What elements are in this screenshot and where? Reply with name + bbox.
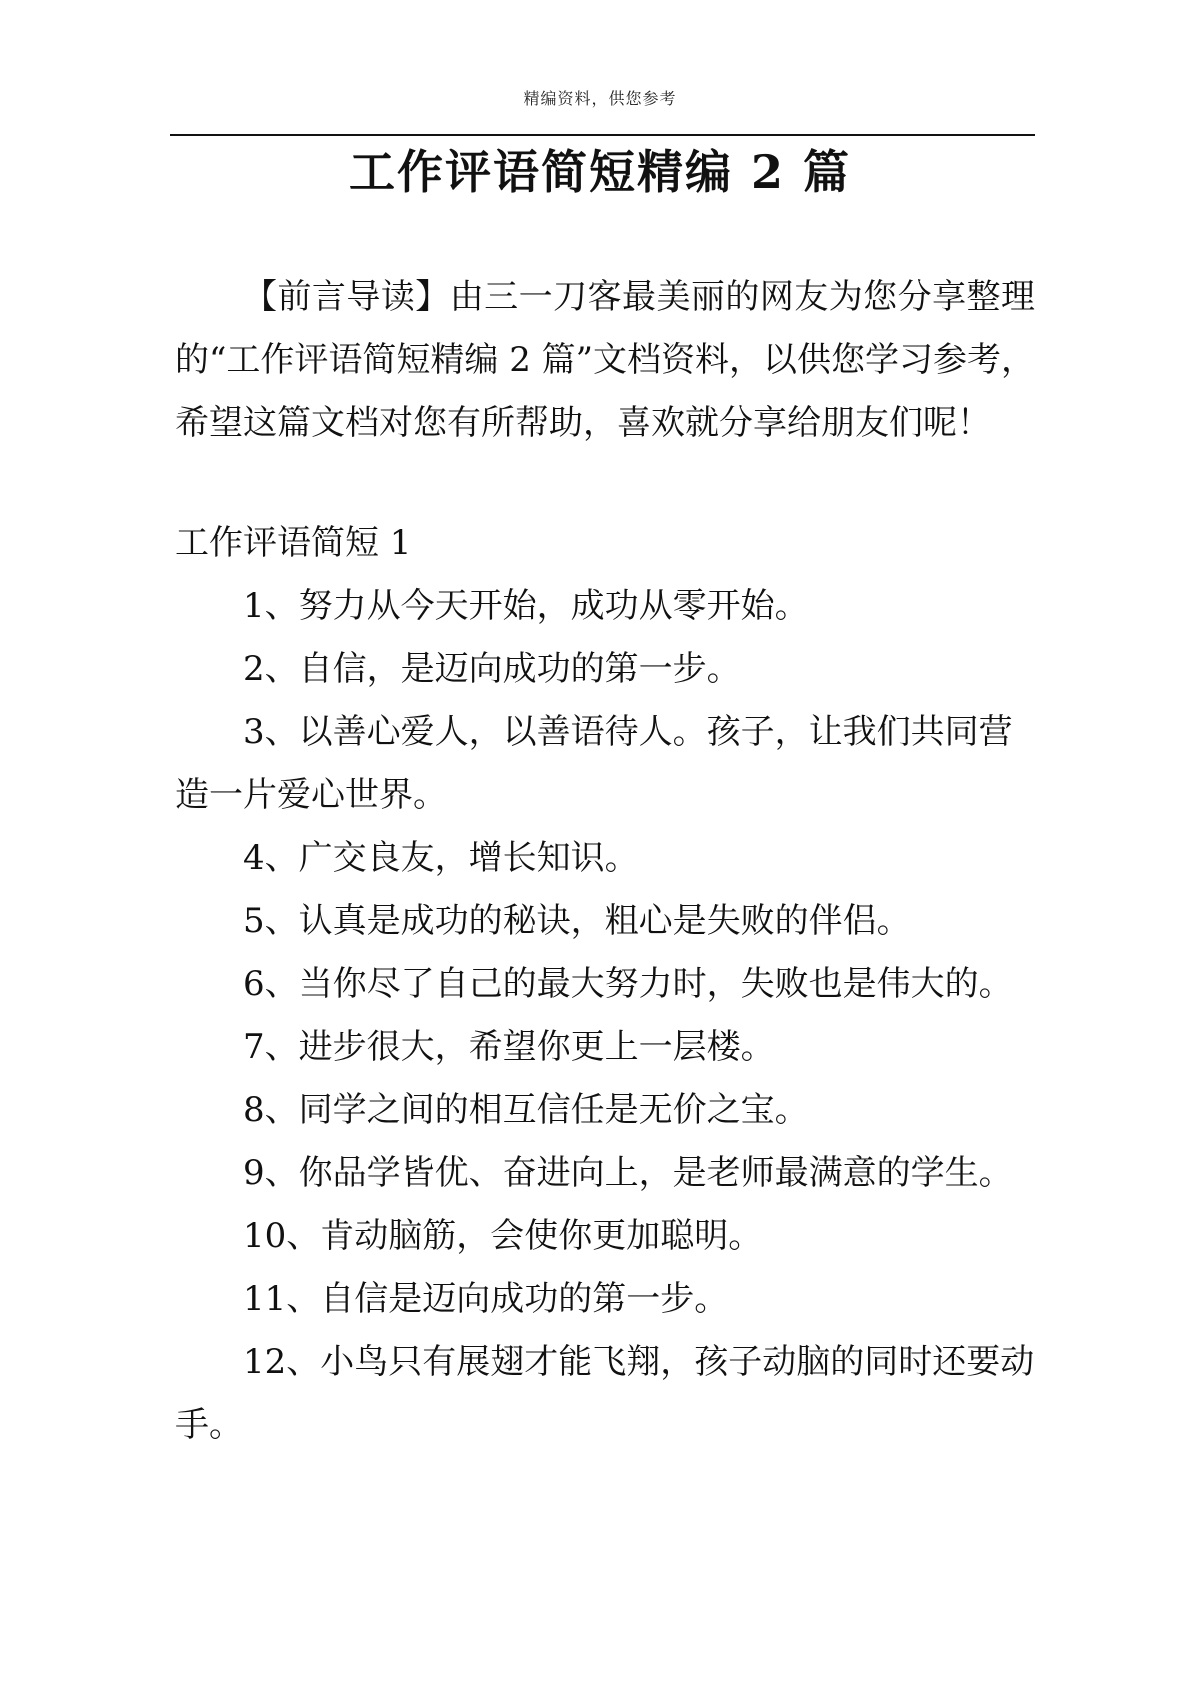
- list-item: 7、进步很大，希望你更上一层楼。: [243, 1027, 775, 1067]
- document-body: [175, 266, 1035, 1457]
- intro-paragraph: 【前言导读】由三一刀客最美丽的网友为您分享整理的“工作评语简短精编 2 篇”文档资料，以供您学习参考，希望这篇文档对您有所帮助，喜欢就分享给朋友们呢！: [175, 277, 1036, 443]
- list-item: 10、肯动脑筋，会使你更加聪明。: [243, 1216, 763, 1256]
- list-item: 1、努力从今天开始，成功从零开始。: [243, 586, 809, 626]
- list-item: 2、自信，是迈向成功的第一步。: [243, 649, 741, 689]
- list-item: 6、当你尽了自己的最大努力时，失败也是伟大的。: [243, 964, 1013, 1004]
- list-item: 5、认真是成功的秘诀，粗心是失败的伴侣。: [243, 901, 911, 941]
- list-item: 12、小鸟只有展翅才能飞翔，孩子动脑的同时还要动手。: [175, 1342, 1035, 1445]
- document-title: 工作评语简短精编 2 篇: [348, 145, 852, 199]
- header-note: 精编资料，供您参考: [523, 89, 677, 108]
- list-item: 11、自信是迈向成功的第一步。: [243, 1279, 729, 1319]
- list-item: 3、以善心爱人，以善语待人。孩子，让我们共同营造一片爱心世界。: [175, 712, 1013, 815]
- comment-list: [175, 575, 1035, 1457]
- list-item: 8、同学之间的相互信任是无价之宝。: [243, 1090, 809, 1130]
- list-item: 9、你品学皆优、奋进向上，是老师最满意的学生。: [243, 1153, 1013, 1193]
- list-item: 4、广交良友，增长知识。: [243, 838, 639, 878]
- header-divider: [170, 134, 1035, 136]
- section-heading: 工作评语简短 1: [175, 523, 412, 563]
